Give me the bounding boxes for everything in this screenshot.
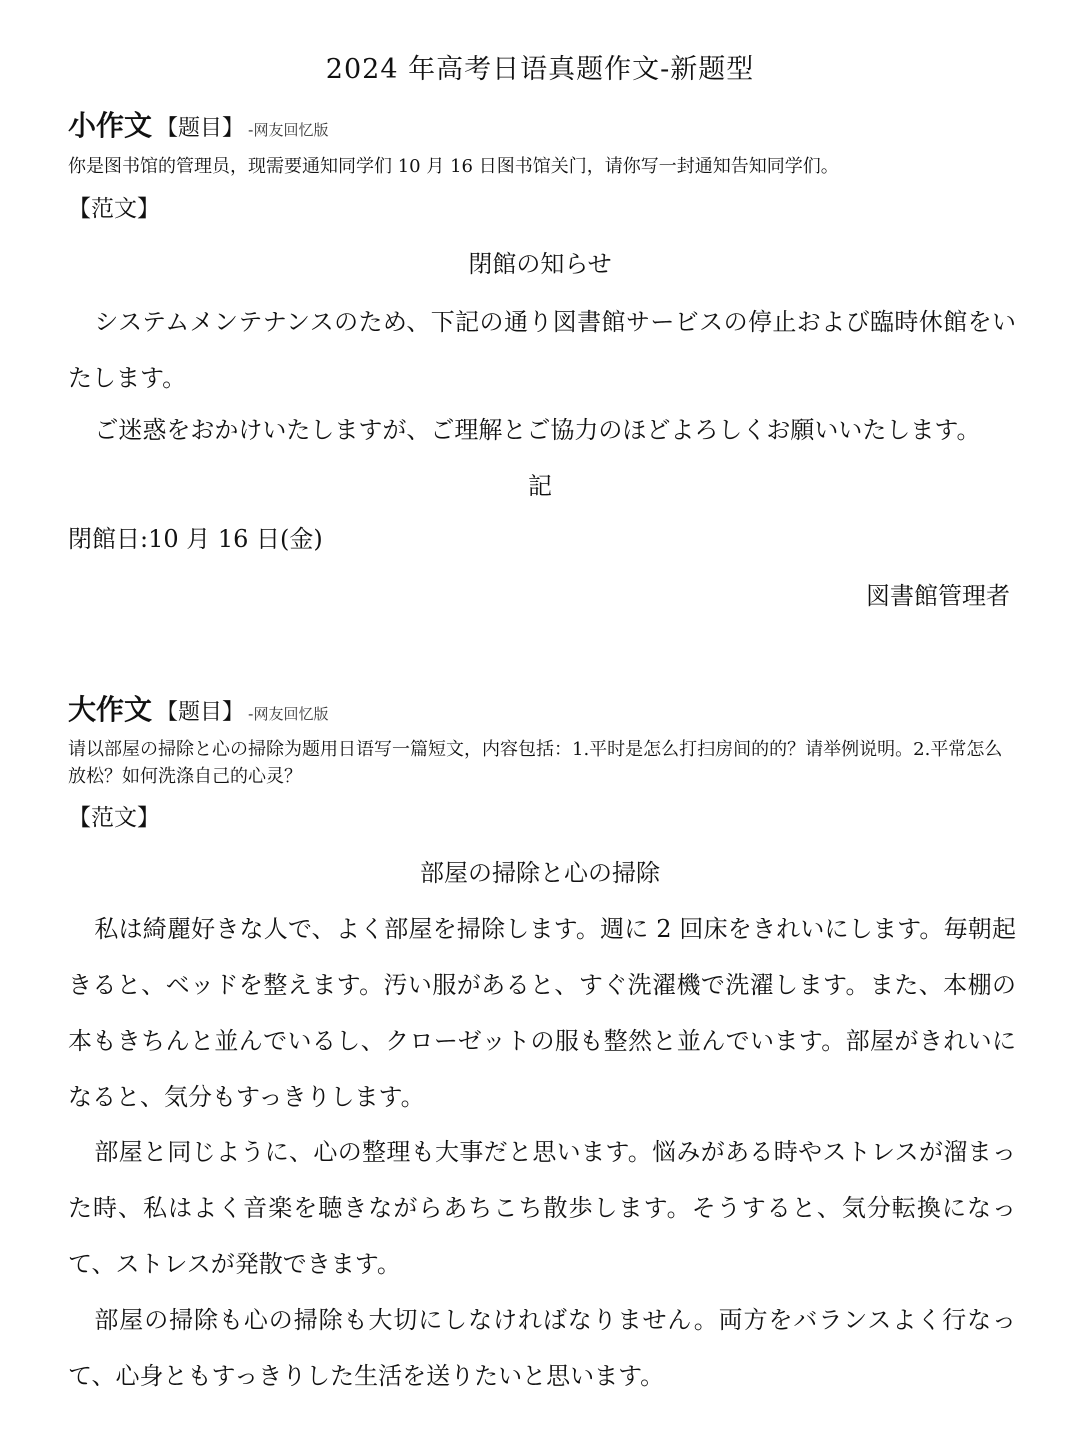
small-essay-sample-title: 閉館の知らせ: [468, 250, 612, 278]
large-essay-paragraph: 部屋と同じように、心の整理も大事だと思います。悩みがある時やストレスが溜まった時、私はよく音楽を聴きながらあちこち散歩します。そうすると、気分転換になって、ストレスが発散できます。: [68, 1138, 1016, 1278]
small-essay-heading: [68, 106, 328, 150]
small-essay-prompt: 你是图书馆的管理员，现需要通知同学们 10 月 16 日图书馆关门，请你写一封通知告知同学们。: [68, 156, 839, 177]
small-essay-note: -网友回忆版: [248, 121, 329, 139]
large-essay-heading-text: 大作文: [68, 693, 153, 726]
small-essay-paragraph: システムメンテナンスのため、下記の通り図書館サービスの停止および臨時休館をいたします。: [68, 308, 1016, 392]
large-essay-sample-label: 【范文】: [68, 805, 160, 831]
large-essay-prompt: 请以部屋の掃除と心の掃除为题用日语写一篇短文，内容包括：1.平时是怎么打扫房间的的？请举例说明。2.平常怎么放松？如何洗涤自己的心灵？: [68, 739, 1003, 787]
small-essay-tag: 【题目】: [156, 116, 245, 141]
large-essay-heading: [68, 690, 328, 734]
signature: 図書館管理者: [866, 582, 1010, 610]
small-essay-heading-text: 小作文: [68, 109, 153, 142]
small-essay-sample-label: 【范文】: [68, 196, 160, 222]
ki-heading: 記: [528, 472, 552, 500]
large-essay-tag: 【题目】: [156, 700, 245, 725]
large-essay-sample-title: 部屋の掃除と心の掃除: [420, 859, 660, 887]
small-essay-paragraph: ご迷惑をおかけいたしますが、ご理解とご協力のほどよろしくお願いいたします。: [94, 416, 981, 444]
large-essay-paragraph: 私は綺麗好きな人で、よく部屋を掃除します。週に 2 回床をきれいにします。毎朝起きると、ベッドを整えます。汚い服があると、すぐ洗濯機で洗濯します。また、本棚の本もきちんと並んでいるし、クローゼットの服も整然と並んでいます。部屋がきれいになると、気分もすっきりします。: [68, 915, 1016, 1111]
document-title: 2024 年高考日语真题作文-新题型: [325, 54, 755, 85]
large-essay-paragraph: 部屋の掃除も心の掃除も大切にしなければなりません。両方をバランスよく行なって、心身ともすっきりした生活を送りたいと思います。: [68, 1306, 1016, 1390]
closing-date: 閉館日:10 月 16 日(金): [68, 525, 323, 553]
large-essay-note: -网友回忆版: [248, 705, 329, 723]
